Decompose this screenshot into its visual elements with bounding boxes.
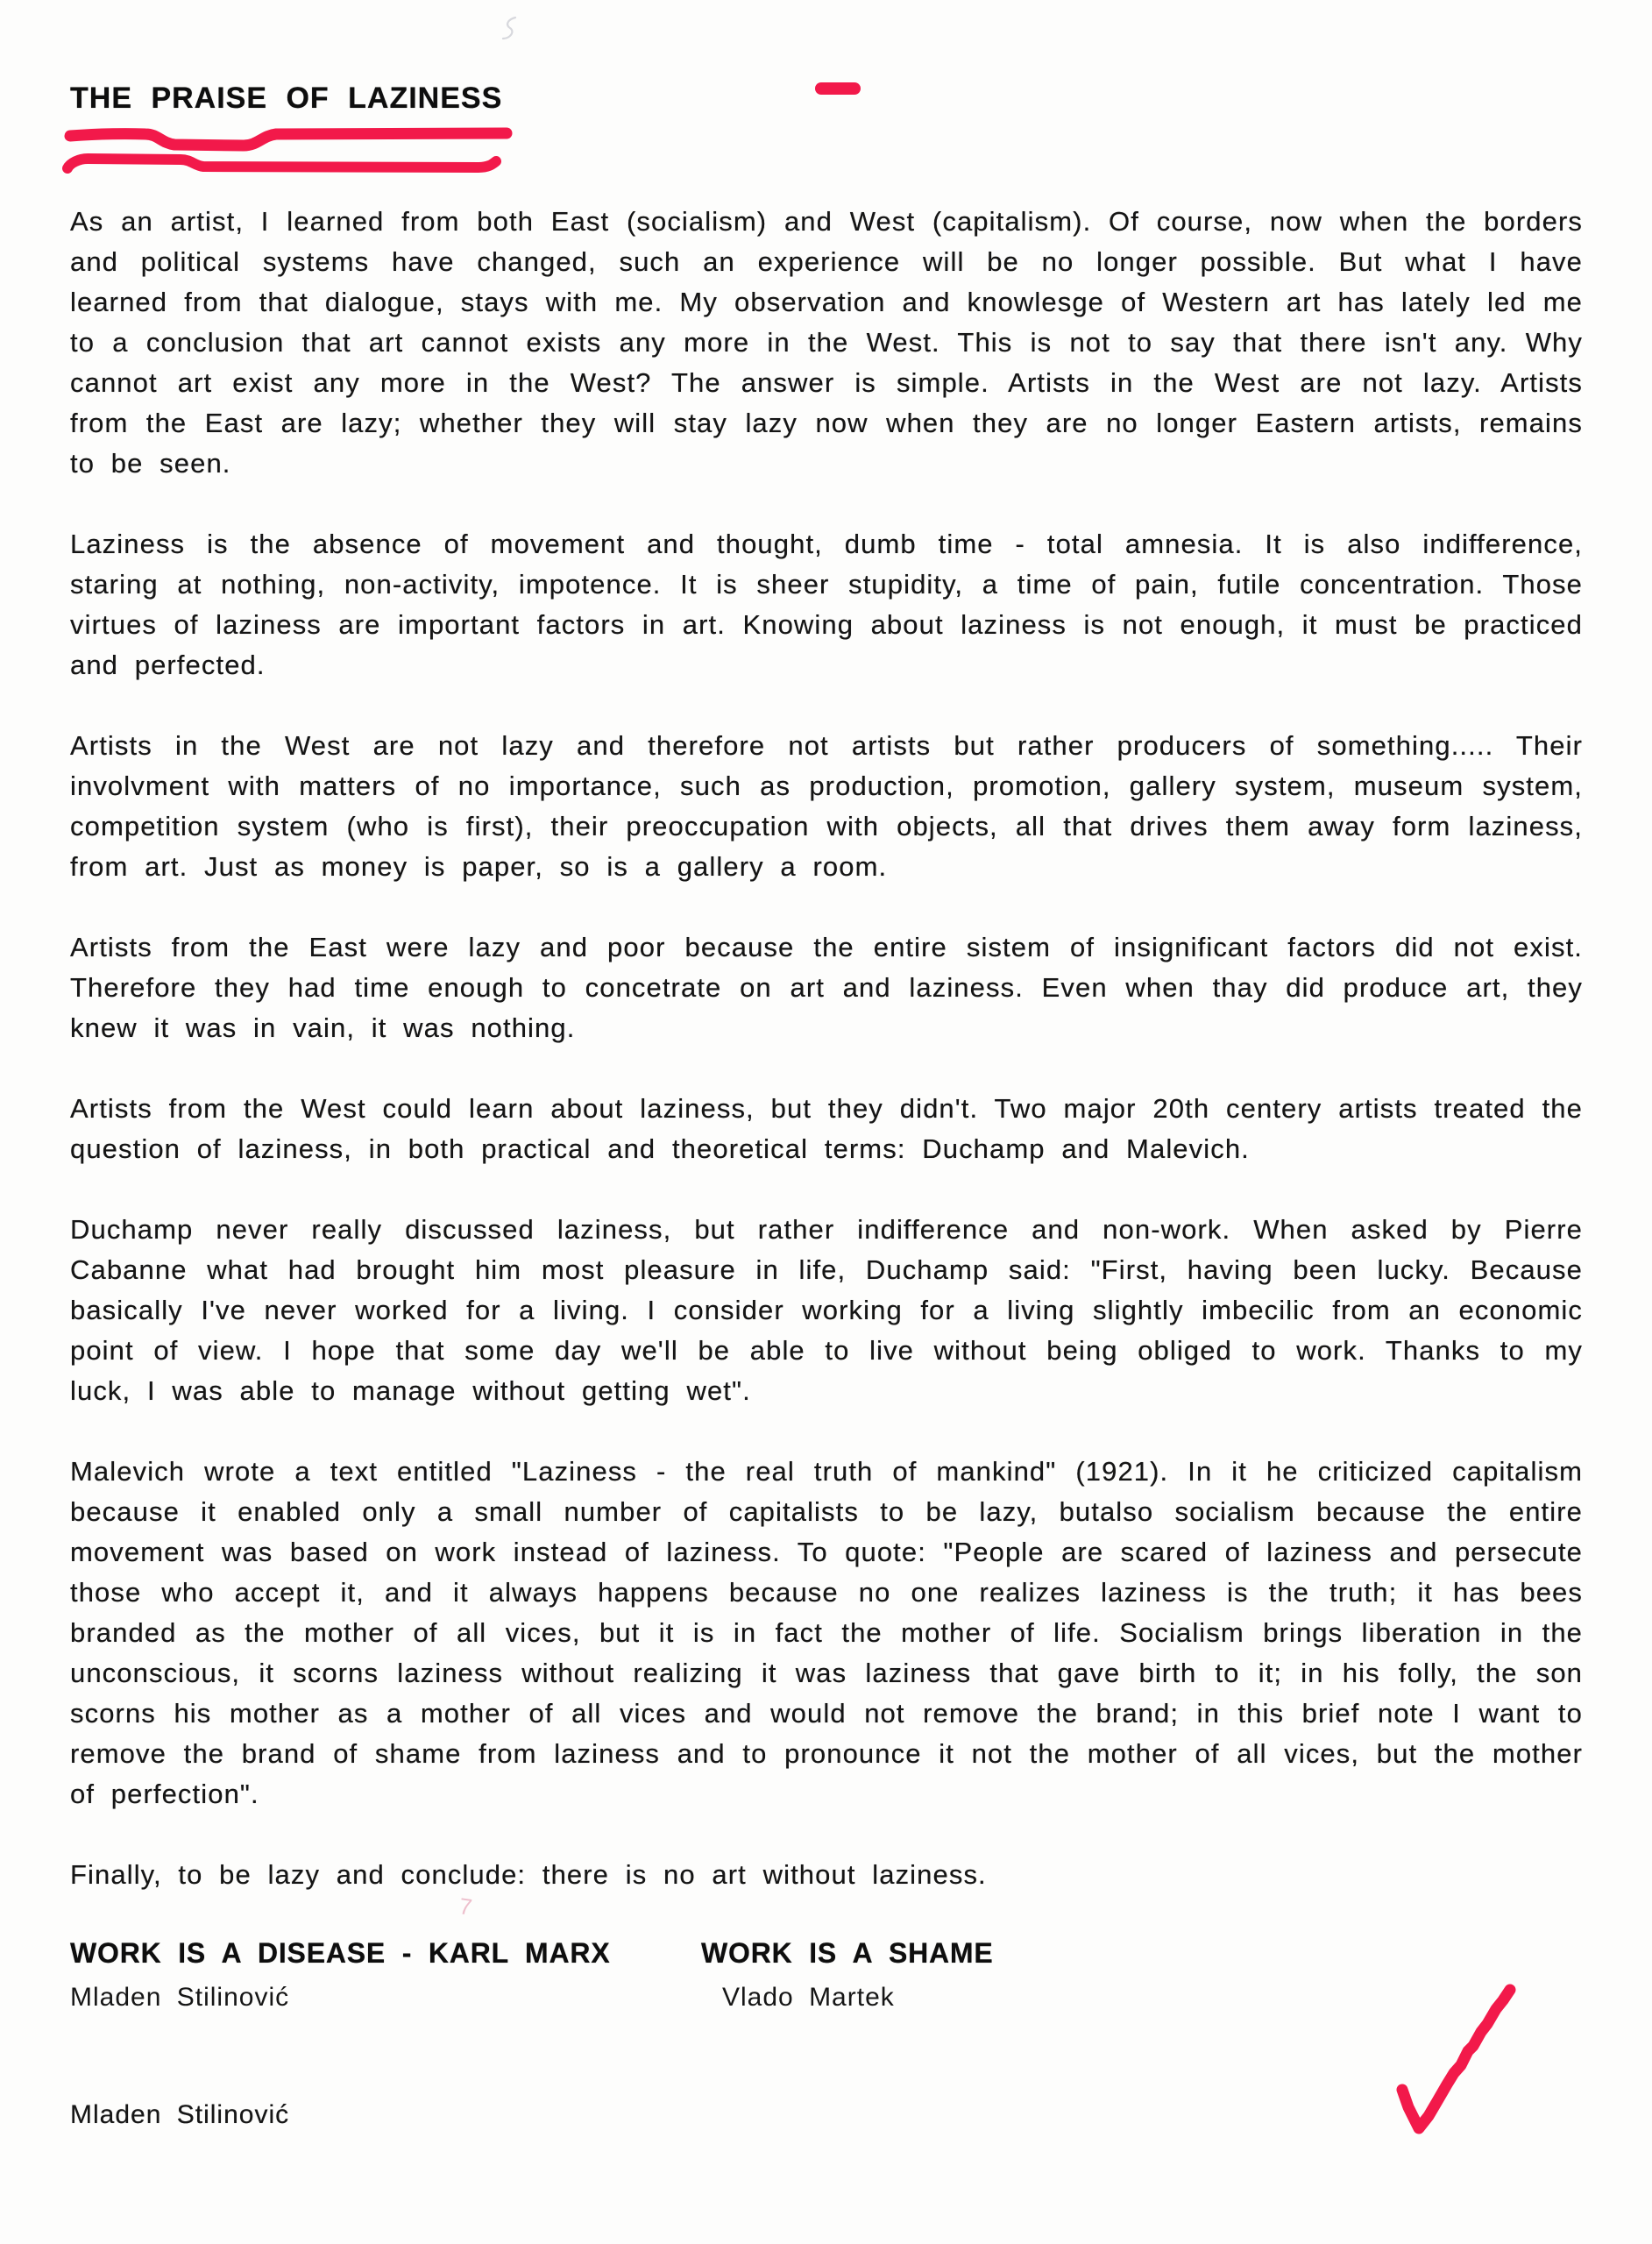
scan-artifact-squiggle <box>493 12 528 47</box>
scan-artifact-mark: 7 <box>457 1892 474 1921</box>
paragraph-5: Artists from the West could learn about laziness, but they didn't. Two major 20th centery artists treated the question of laziness, in both practical and theoretical terms: Duchamp and Malevich. <box>70 1093 1583 1164</box>
paragraph-3: Artists in the West are not lazy and therefore not artists but rather producers of something..... Their involvment with matters of no importance, such as production, promotion, gallery system, museum system, competition system (who is first), their preoccupation with objects, all that drives them away form laziness, from art. Just as money is paper, so is a gallery a room. <box>70 730 1583 882</box>
paragraph-2: Laziness is the absence of movement and thought, dumb time - total amnesia. It is also indifference, staring at nothing, non-activity, impotence. It is sheer stupidity, a time of pain, futile concentration. Those virtues of laziness are important factors in art. Knowing about laziness is not enough, it must be practiced and perfected. <box>70 529 1583 680</box>
page-title: THE PRAISE OF LAZINESS <box>70 82 503 115</box>
paragraph-8-conclusion: Finally, to be lazy and conclude: there is no art without laziness. <box>70 1859 987 1890</box>
slogan-right-author: Vlado Martek <box>722 1983 895 2012</box>
signature: Mladen Stilinović <box>70 2100 290 2129</box>
red-checkmark-annotation <box>1385 1969 1534 2148</box>
red-dash-annotation <box>815 82 861 95</box>
paragraph-1: As an artist, I learned from both East (socialism) and West (capitalism). Of course, now when the borders and political systems have changed, such an experience will be no longer possible. But what I have learned from that dialogue, stays with me. My observation and knowlesge of Western art has lately led me to a conclusion that art cannot exists any more in the West. This is not to say that there isn't any. Why cannot art exist any more in the West? The answer is simple. Artists in the West are not lazy. Artists from the East are lazy; whether they will stay lazy now when they are no longer Eastern artists, remains to be seen. <box>70 206 1583 479</box>
paragraph-6: Duchamp never really discussed laziness, but rather indifference and non-work. When asked by Pierre Cabanne what had brought him most pleasure in life, Duchamp said: "First, having been lucky. Because basically I've never worked for a living. I consider working for a living slightly imbecilic from an economic point of view. I hope that some day we'll be able to live without being obliged to work. Thanks to my luck, I was able to manage without getting wet". <box>70 1214 1583 1406</box>
slogan-left-author: Mladen Stilinović <box>70 1983 290 2012</box>
paragraph-7: Malevich wrote a text entitled "Laziness - the real truth of mankind" (1921). In it he criticized capitalism because it enabled only a small number of capitalists to be lazy, butalso socialism because the entire movement was based on work instead of laziness. To quote: "People are scared of laziness and persecute those who accept it, and it always happens because no one realizes laziness is the truth; it has bees branded as the mother of all vices, but it is in fact the mother of life. Socialism brings liberation in the unconscious, it scorns laziness without realizing it was laziness that gave birth to it; in his folly, the son scorns his mother as a mother of all vices and would not remove the brand; in this brief note I want to remove the brand of shame from laziness and to pronounce it not the mother of all vices, but the mother of perfection". <box>70 1456 1583 1809</box>
slogan-left <box>70 1937 610 2013</box>
red-double-underline-annotation <box>60 123 533 181</box>
paragraph-4: Artists from the East were lazy and poor because the entire sistem of insignificant factors did not exist. Therefore they had time enough to concetrate on art and laziness. Even when thay did produce art, they knew it was in vain, it was nothing. <box>70 932 1583 1043</box>
slogan-left-heading: WORK IS A DISEASE - KARL MARX <box>70 1937 611 1969</box>
slogan-right-heading: WORK IS A SHAME <box>701 1937 994 1969</box>
slogan-right <box>701 1937 994 2013</box>
document-body <box>70 202 1583 1935</box>
